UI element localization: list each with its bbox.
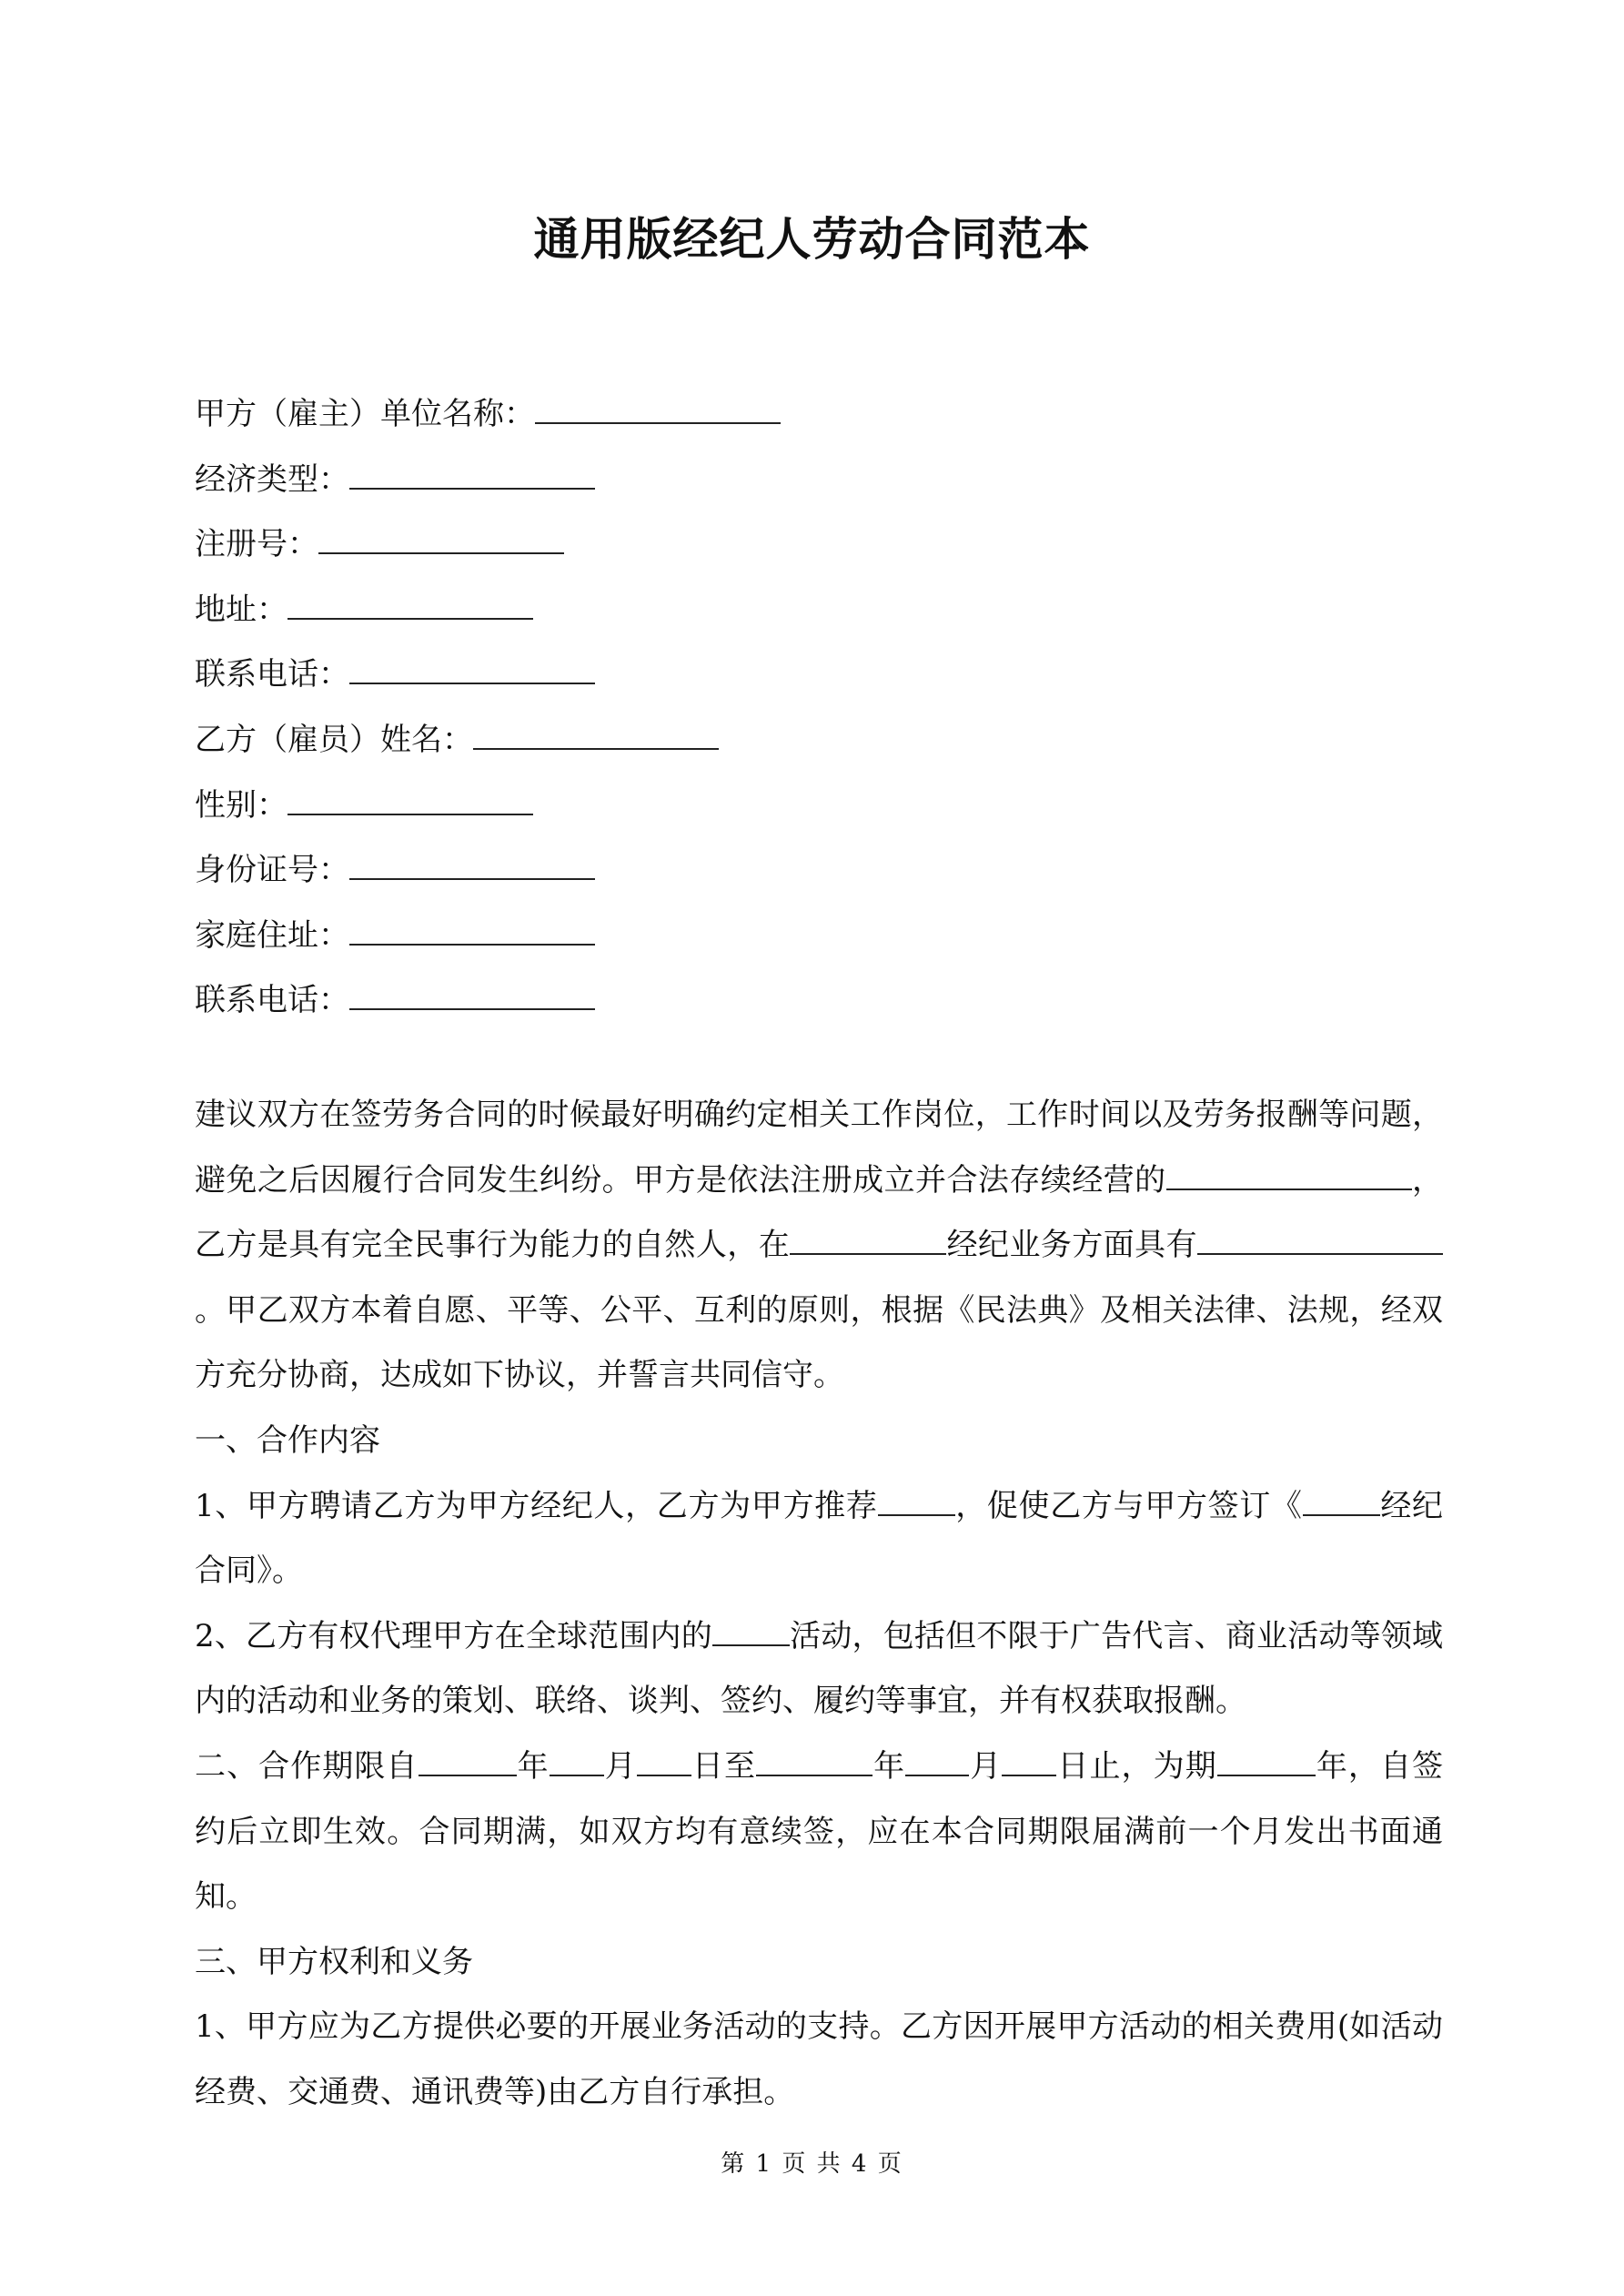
blank-line — [349, 983, 595, 1010]
section-heading: 一、合作内容 — [195, 1421, 380, 1459]
blank-line — [419, 1749, 517, 1776]
blank-line — [637, 1749, 691, 1776]
field-label: 注册号： — [195, 526, 318, 563]
document-title: 通用版经纪人劳动合同范本 — [533, 212, 1091, 266]
blank-line — [1002, 1749, 1056, 1776]
field-economic-type — [195, 448, 1432, 513]
blank-line — [790, 1228, 946, 1255]
blank-line — [878, 1489, 955, 1516]
field-label: 联系电话： — [195, 656, 349, 693]
field-label: 身份证号： — [195, 852, 349, 889]
field-label: 经济类型： — [195, 460, 349, 498]
blank-line — [1303, 1489, 1380, 1516]
field-party-a-name — [195, 382, 1432, 448]
blank-line — [756, 1749, 873, 1776]
field-label: 地址： — [195, 591, 287, 628]
field-gender — [195, 774, 1432, 839]
intro-paragraph: 建议双方在签劳务合同的时候最好明确约定相关工作岗位，工作时间以及劳务报酬等问题，避免之后因履行合同发生纠纷。甲方是依法注册成立并合法存续经营的 ，乙方是具有完全民事行为能力的自然人，在 经纪业务方面具有。甲乙双方本着自愿、平等、公平、互利的原则，根据《民法典》及相关法律、法规，经双方充分协商，达成如下协议，并誓言共同信守。 — [195, 1097, 1443, 1394]
field-label: 乙方（雇员）姓名： — [195, 721, 473, 758]
blank-line — [349, 918, 595, 946]
section-heading: 三、甲方权利和义务 — [195, 1943, 473, 1980]
clause-1-2: 2、乙方有权代理甲方在全球范围内的 活动，包括但不限于广告代言、商业活动等领域内的活动和业务的策划、联络、谈判、签约、履约等事宜，并有权获取报酬。 — [195, 1617, 1444, 1720]
clause-1-1: 1、甲方聘请乙方为甲方经纪人，乙方为甲方推荐 ，促使乙方与甲方签订《 经纪合同》。 — [195, 1487, 1444, 1590]
blank-line — [349, 657, 595, 684]
blank-line — [287, 592, 533, 620]
blank-line — [318, 527, 564, 554]
field-label: 家庭住址： — [195, 916, 349, 954]
blank-line — [349, 462, 595, 490]
blank-line — [905, 1749, 969, 1776]
blank-line — [473, 723, 719, 750]
party-info-fields — [195, 382, 1432, 1034]
field-id-number — [195, 838, 1432, 904]
blank-line — [1166, 1163, 1412, 1190]
page-number: 第 1 页 共 4 页 — [721, 2150, 903, 2178]
blank-line — [287, 788, 533, 815]
field-address — [195, 578, 1432, 643]
section-2-term: 二、合作期限自 年 月 日至 年 月 日止，为期 年，自签约后立即生效。合同期满，如双方均有意续签，应在本合同期限届满前一个月发出书面通知。 — [195, 1747, 1444, 1916]
blank-line — [712, 1619, 790, 1646]
field-phone-a — [195, 642, 1432, 708]
clause-3-1: 1、甲方应为乙方提供必要的开展业务活动的支持。乙方因开展甲方活动的相关费用(如活动经费、交通费、通讯费等)由乙方自行承担。 — [195, 2008, 1443, 2110]
blank-line — [1217, 1749, 1316, 1776]
field-party-b-name — [195, 708, 1432, 774]
field-label: 甲方（雇主）单位名称： — [195, 396, 535, 432]
blank-line — [550, 1749, 604, 1776]
blank-line — [535, 397, 781, 424]
field-label: 联系电话： — [195, 982, 349, 1019]
blank-line — [349, 853, 595, 880]
field-registration-no — [195, 512, 1432, 578]
contract-body — [195, 1083, 1443, 2126]
blank-line — [1197, 1228, 1443, 1255]
field-label: 性别： — [195, 786, 287, 824]
field-home-address — [195, 904, 1432, 969]
field-phone-b — [195, 968, 1432, 1034]
